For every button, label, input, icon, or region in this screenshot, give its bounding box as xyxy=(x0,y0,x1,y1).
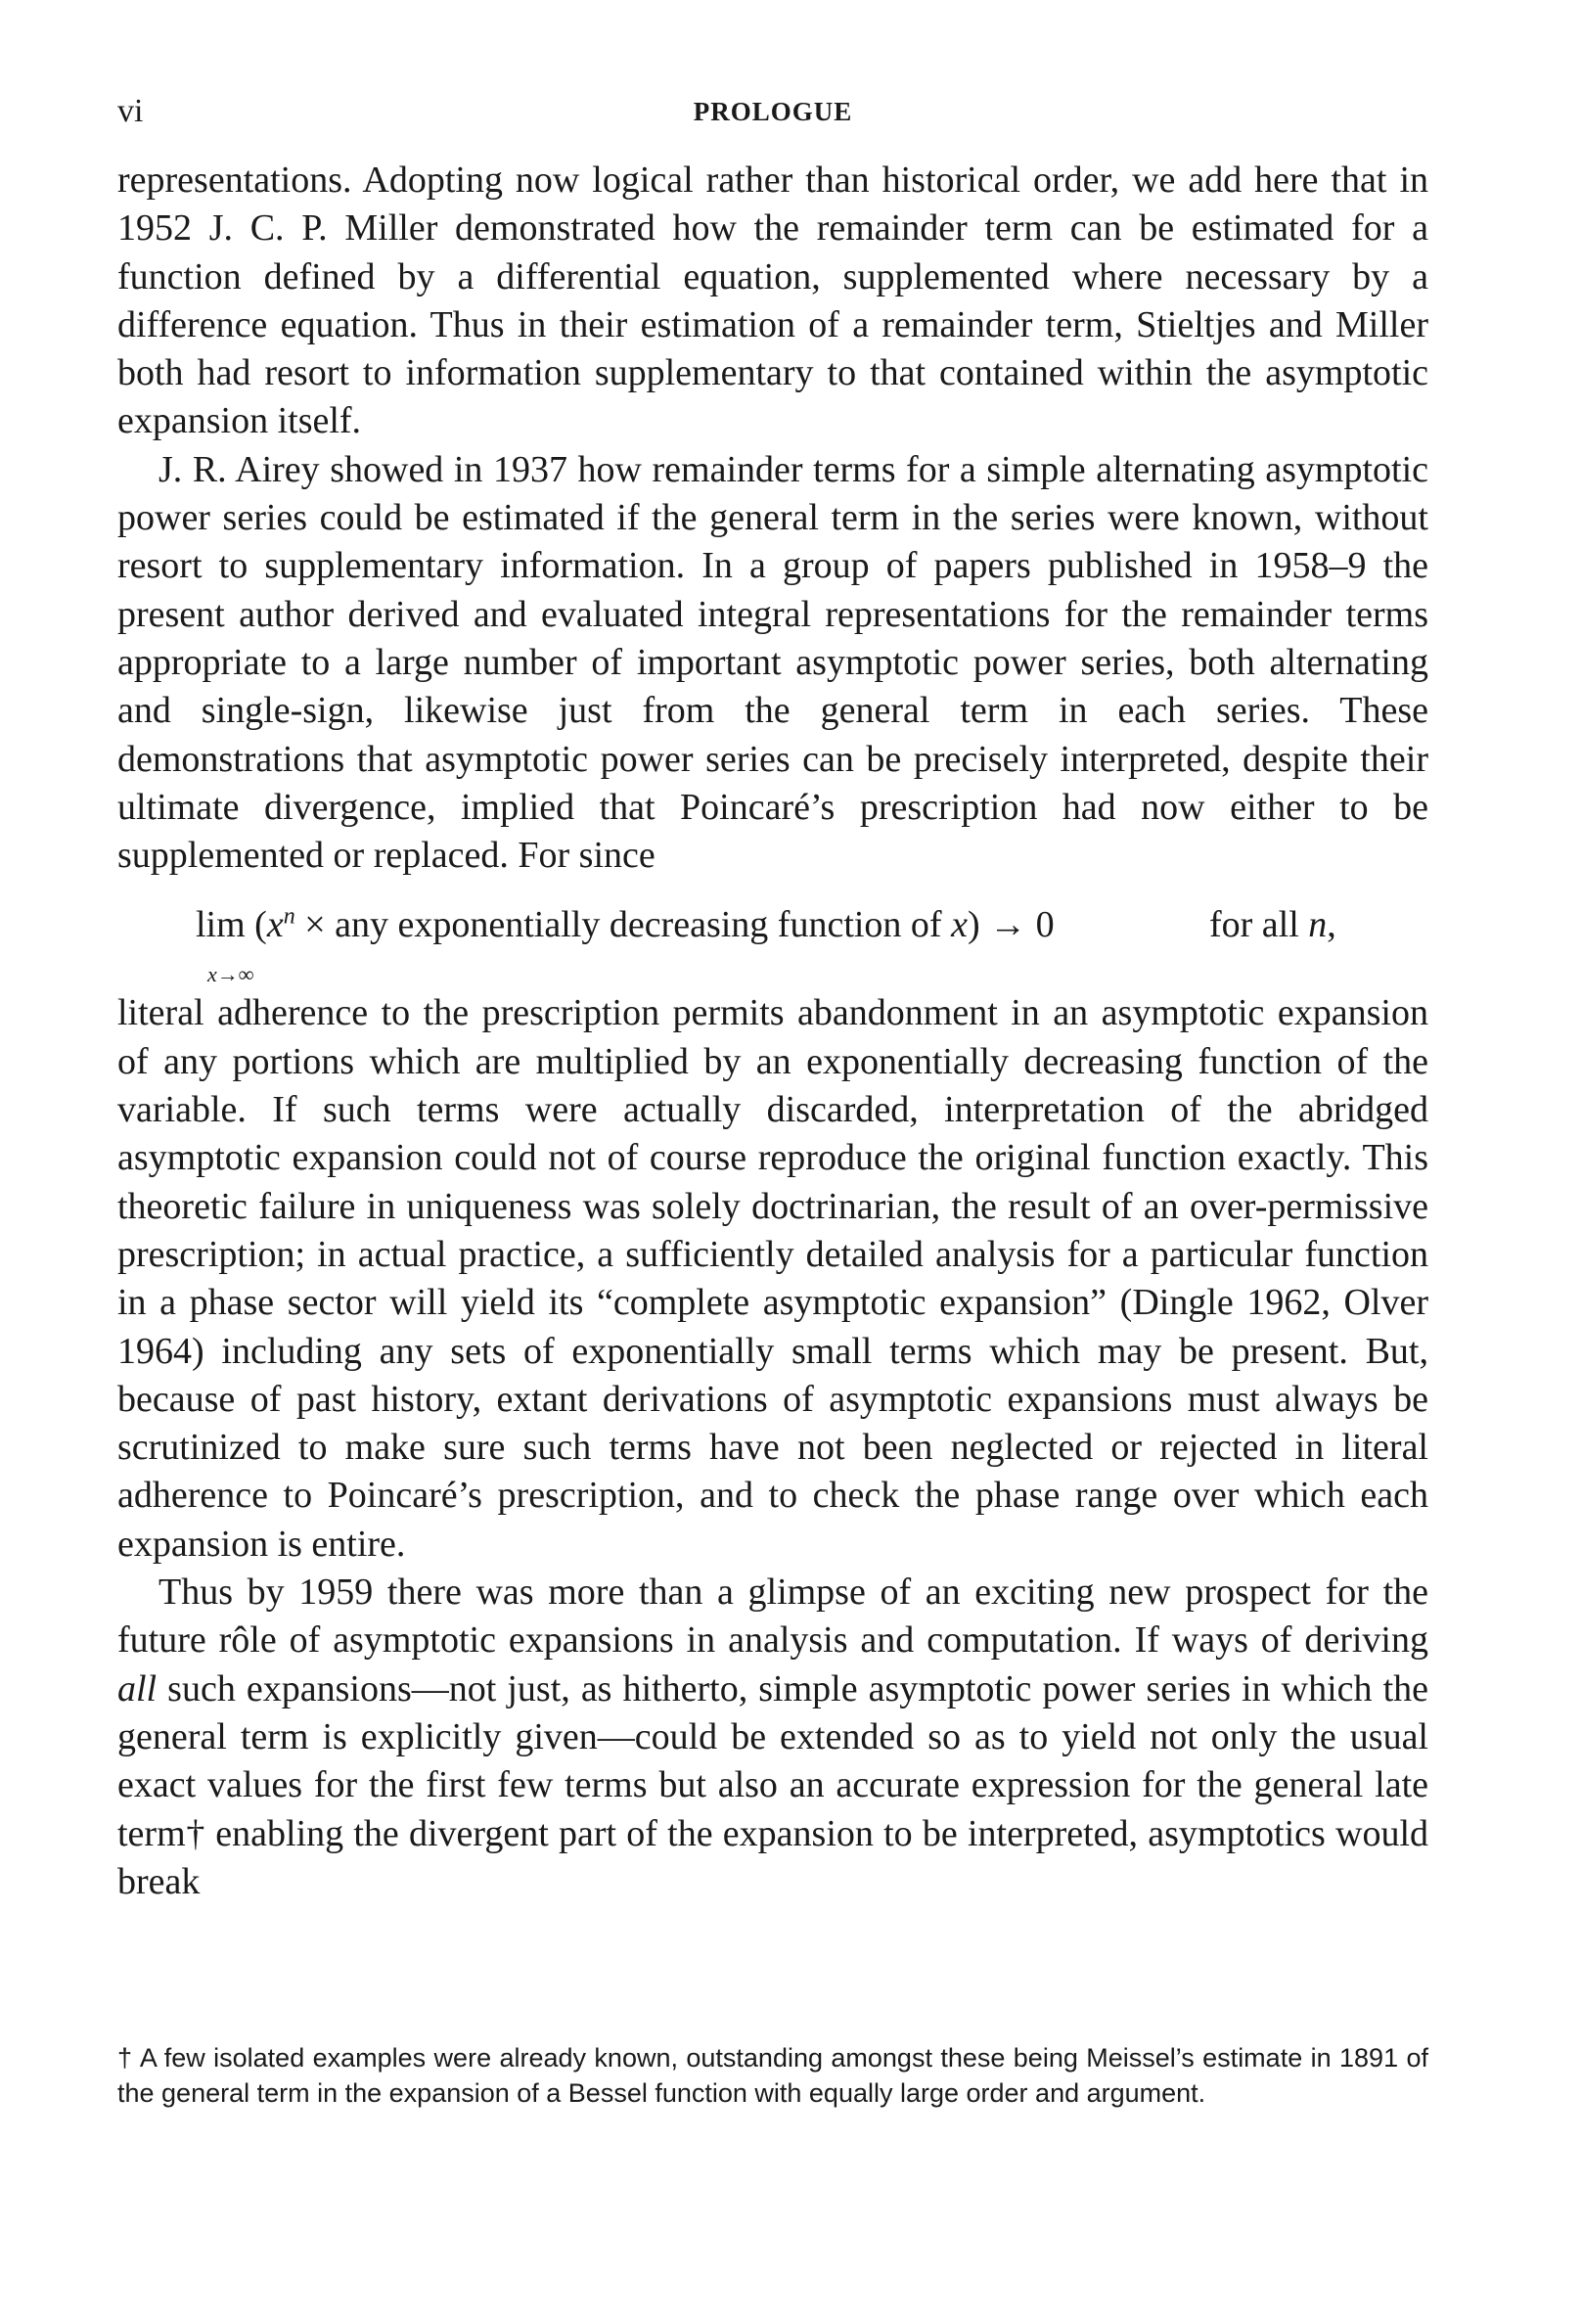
paragraph-1: representations. Adopting now logical rather than historical order, we add here that in 1952 J. C. P. Miller demonstrated how the remainder term can be estimated for a function defined by a differential equation, supplemented where necessary by a difference equation. Thus in their estimation of a remainder term, Stieltjes and Miller both had resort to information supplementary to that contained within the asymptotic expansion itself. xyxy=(117,159,1428,442)
paragraph-4-start: Thus by 1959 there was more than a glimpse of an exciting new prospect for the future rôle of asymptotic expansions in analysis and computation. If ways of deriving xyxy=(117,1572,1428,1662)
display-equation xyxy=(117,880,1428,989)
body-text xyxy=(117,157,1428,1906)
condition-suffix: , xyxy=(1327,904,1336,946)
equation-x: x xyxy=(266,904,284,946)
paragraph-2: J. R. Airey showed in 1937 how remainder terms for a simple alternating asymptotic power series could be estimated if the general term in the series were known, without resort to supplementary information. In a group of papers published in 1958–9 the present author derived and evaluated integral representations for the remainder terms appropriate to a large number of important asymptotic power series, both alternating and single-sign, likewise just from the general term in each series. These demonstrations that asymptotic power series can be precisely interpreted, despite their ultimate divergence, implied that Poincaré’s prescription had now either to be supplemented or replaced. For since xyxy=(117,448,1428,877)
page-number: vi xyxy=(117,93,144,129)
paragraph-4 xyxy=(117,1569,1428,1906)
equation-body: × any exponentially decreasing function of xyxy=(294,904,952,946)
equation-exponent: n xyxy=(283,903,295,930)
equation-lim: lim ( xyxy=(196,904,267,946)
paragraph-4-emphasis: all xyxy=(117,1667,158,1709)
equation-expression xyxy=(196,901,1055,949)
equation-condition xyxy=(1209,901,1336,949)
equation-subscript: x→∞ xyxy=(207,962,254,987)
running-head: PROLOGUE xyxy=(693,97,853,126)
paragraph-4-end: such expansions—not just, as hitherto, simple asymptotic power series in which the general term is explicitly given—could be extended so as to yield not only the usual exact values for the first few terms but also an accurate expression for the general late term† enabling the divergent part of the expansion to be interpreted, asymptotics would break xyxy=(117,1667,1428,1902)
condition-prefix: for all xyxy=(1209,904,1309,946)
paragraph-3: literal adherence to the prescription permits abandonment in an asymptotic expansion of any portions which are multiplied by an exponentially decreasing function of the variable. If such terms were actually discarded, interpretation of the abridged asymptotic expansion could not of course reproduce the original function exactly. This theoretic failure in uniqueness was solely doctrinarian, the result of an over-permissive prescription; in actual practice, a sufficiently detailed analysis for a particular function in a phase sector will yield its “complete asymptotic expansion” (Dingle 1962, Olver 1964) including any sets of exponentially small terms which may be present. But, because of past history, extant derivations of asymptotic expansions must always be scrutinized to make sure such terms have not been neglected or rejected in literal adherence to Poincaré’s prescription, and to check the phase range over which each expansion is entire. xyxy=(117,992,1428,1565)
footnote: † A few isolated examples were already known, outstanding amongst these being Meissel’s estimate in 1891 of the general term in the expansion of a Bessel function with equally large order and argument. xyxy=(117,2043,1428,2108)
page-header xyxy=(117,93,1428,132)
condition-var: n xyxy=(1308,904,1328,946)
equation-x-var: x xyxy=(951,904,968,946)
equation-limit-result: ) → 0 xyxy=(967,904,1055,946)
